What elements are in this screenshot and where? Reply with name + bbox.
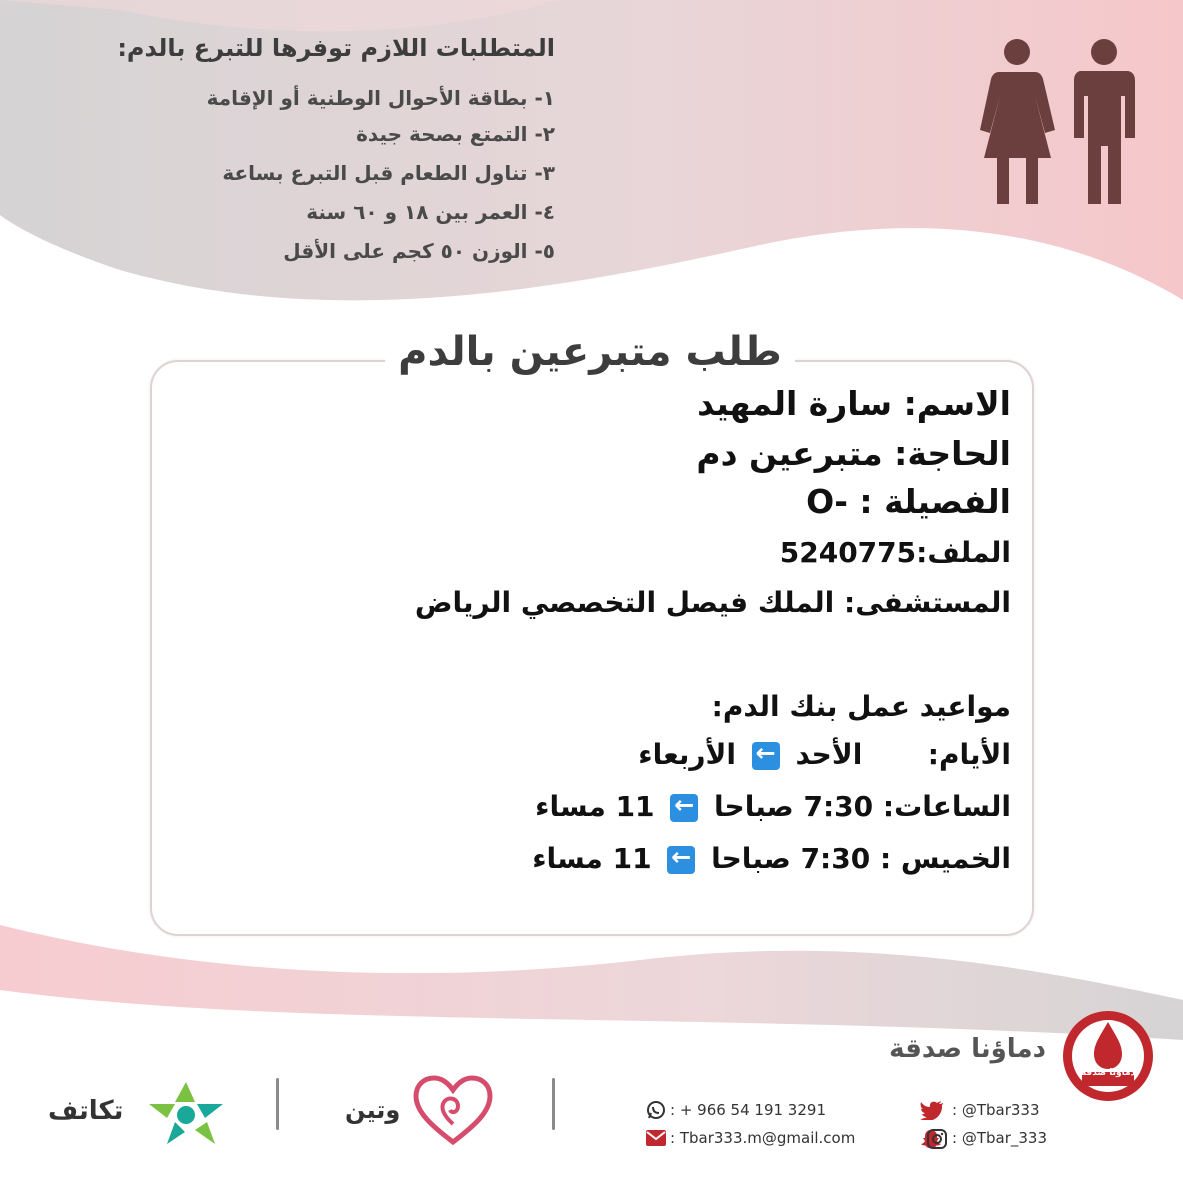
partner-wateen: وتين (345, 1096, 401, 1124)
separator (552, 1078, 555, 1130)
file-number: الملف:5240775 (779, 536, 1011, 569)
requirement-item-3: ٣- تناول الطعام قبل التبرع بساعة (222, 161, 555, 185)
donor-figures (975, 38, 1145, 206)
patient-need: الحاجة: متبرعين دم (696, 434, 1011, 473)
requirement-item-1: ١- بطاقة الأحوال الوطنية أو الإقامة (206, 86, 555, 110)
blood-drop-logo-icon (1060, 1008, 1156, 1104)
instagram-snapchat-handle[interactable]: : @Tbar_333 (952, 1129, 1047, 1147)
thursday-to: 11 مساء (532, 842, 652, 875)
partner-takatuf: تكاتف (48, 1096, 124, 1126)
instagram-icon (926, 1128, 948, 1150)
page-title: طلب متبرعين بالدم (385, 322, 795, 382)
male-icon (1074, 39, 1135, 204)
requirements-title: المتطلبات اللازم توفرها للتبرع بالدم: (117, 34, 555, 62)
star-logo-icon (145, 1080, 227, 1146)
hours-label: الساعات: (882, 790, 1011, 823)
patient-name: الاسم: سارة المهيد (697, 384, 1011, 423)
email-address[interactable]: : Tbar333.m@gmail.com (670, 1129, 856, 1147)
twitter-handle[interactable]: : @Tbar333 (952, 1101, 1040, 1119)
requirement-item-2: ٢- التمتع بصحة جيدة (356, 122, 555, 146)
schedule-hours (535, 790, 1011, 823)
requirement-item-4: ٤- العمر بين ١٨ و ٦٠ سنة (306, 200, 555, 224)
days-to: الأربعاء (638, 738, 736, 771)
schedule-title: مواعيد عمل بنك الدم: (711, 690, 1011, 723)
hours-from: 7:30 صباحا (714, 790, 874, 823)
whatsapp-number[interactable]: : + 966 54 191 3291 (670, 1101, 826, 1119)
hours-to: 11 مساء (535, 790, 655, 823)
left-arrow-icon (667, 846, 695, 874)
blood-type: الفصيلة : -O (806, 482, 1011, 521)
separator (276, 1078, 279, 1130)
heart-logo-icon (412, 1074, 494, 1146)
female-icon (980, 39, 1055, 204)
schedule-thursday (532, 842, 1011, 875)
logo-text: دماؤنا صدقة (1080, 1068, 1136, 1078)
left-arrow-icon (670, 794, 698, 822)
thursday-from: 7:30 صباحا (711, 842, 871, 875)
brand-name: دماؤنا صدقة (889, 1034, 1046, 1064)
left-arrow-icon (752, 742, 780, 770)
whatsapp-icon (646, 1100, 666, 1120)
schedule-days (638, 738, 1011, 771)
requirement-item-5: ٥- الوزن ٥٠ كجم على الأقل (283, 239, 555, 263)
days-from: الأحد (795, 738, 863, 771)
thursday-label: الخميس : (879, 842, 1011, 875)
twitter-icon (920, 1100, 944, 1120)
days-label: الأيام: (927, 738, 1011, 771)
email-icon (646, 1130, 666, 1146)
hospital: المستشفى: الملك فيصل التخصصي الرياض (414, 586, 1011, 619)
